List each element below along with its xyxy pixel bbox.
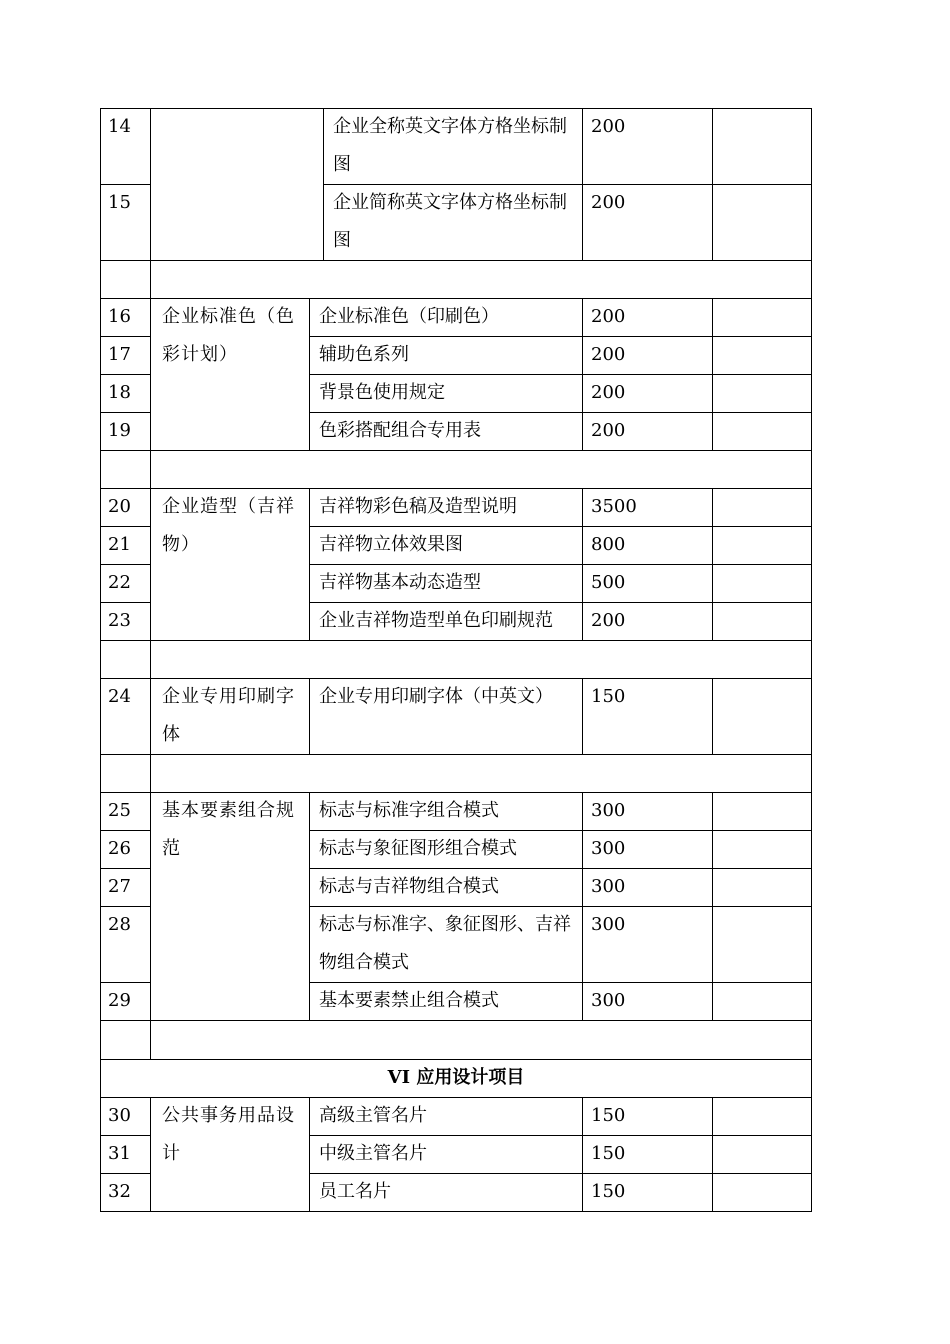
- column-divider: [712, 1097, 713, 1212]
- row-divider: [100, 982, 150, 983]
- cell-note: [713, 488, 809, 526]
- column-divider: [309, 298, 310, 450]
- row-divider: [100, 1135, 150, 1136]
- column-divider: [582, 1097, 583, 1212]
- row-divider: [100, 1097, 812, 1098]
- row-divider: [100, 602, 150, 603]
- cell-price: 150: [591, 1105, 626, 1126]
- row-divider: [309, 906, 812, 907]
- cell-num: 19: [108, 420, 131, 441]
- cell-num: 31: [108, 1143, 131, 1164]
- column-divider: [309, 488, 310, 640]
- cell-item: 辅助色系列: [319, 344, 409, 365]
- cell-num: 18: [108, 382, 131, 403]
- cell-price: 200: [591, 306, 626, 327]
- cell-price: 300: [591, 800, 626, 821]
- row-divider: [100, 792, 812, 793]
- row-divider: [100, 336, 150, 337]
- cell-num: 23: [108, 610, 131, 631]
- column-divider: [309, 792, 310, 1020]
- table-border: [811, 108, 812, 1212]
- column-divider: [150, 1097, 151, 1212]
- row-divider: [100, 564, 150, 565]
- row-divider: [100, 412, 150, 413]
- row-divider: [309, 982, 812, 983]
- cell-price: 300: [591, 914, 626, 935]
- cell-price: 150: [591, 1143, 626, 1164]
- cell-price: 200: [591, 382, 626, 403]
- row-divider: [100, 1020, 812, 1021]
- cell-price: 150: [591, 1181, 626, 1202]
- cell-num: 21: [108, 534, 131, 555]
- cell-price: 200: [591, 116, 626, 137]
- cell-note: [713, 906, 809, 944]
- column-divider: [582, 678, 583, 754]
- cell-note: [713, 374, 809, 412]
- cell-note: [713, 184, 809, 222]
- row-divider: [100, 678, 812, 679]
- cell-item: 企业简称英文字体方格坐标制图: [333, 192, 567, 251]
- cell-price: 300: [591, 876, 626, 897]
- row-divider: [100, 754, 812, 755]
- row-divider: [100, 640, 812, 641]
- cell-num: 25: [108, 800, 131, 821]
- cell-item: 标志与象征图形组合模式: [319, 838, 517, 859]
- cell-item: 吉祥物彩色稿及造型说明: [319, 496, 517, 517]
- cell-note: [713, 678, 809, 716]
- cell-price: 200: [591, 420, 626, 441]
- cell-item: 中级主管名片: [319, 1143, 427, 1164]
- cell-note: [713, 868, 809, 906]
- cell-category: 企业专用印刷字体: [162, 686, 295, 745]
- row-divider: [100, 526, 150, 527]
- cell-num: 28: [108, 914, 131, 935]
- table-border: [100, 108, 101, 1212]
- cell-price: 800: [591, 534, 626, 555]
- cell-num: 20: [108, 496, 131, 517]
- row-divider: [100, 868, 150, 869]
- cell-price: 300: [591, 990, 626, 1011]
- cell-note: [713, 1097, 809, 1135]
- cell-item: 标志与标准字组合模式: [319, 800, 499, 821]
- cell-item: 基本要素禁止组合模式: [319, 990, 499, 1011]
- row-divider: [309, 374, 812, 375]
- row-divider: [100, 184, 150, 185]
- cell-price: 200: [591, 344, 626, 365]
- cell-num: 16: [108, 306, 131, 327]
- cell-num: 22: [108, 572, 131, 593]
- section-header: [100, 1059, 812, 1097]
- cell-note: [713, 982, 809, 1020]
- row-divider: [309, 868, 812, 869]
- cell-note: [713, 564, 809, 602]
- column-divider: [323, 108, 324, 260]
- cell-num: 15: [108, 192, 131, 213]
- cell-note: [713, 108, 809, 146]
- column-divider: [150, 108, 151, 1059]
- row-divider: [309, 1135, 812, 1136]
- row-divider: [309, 1173, 812, 1174]
- row-divider: [100, 1211, 812, 1212]
- cell-note: [713, 602, 809, 640]
- row-divider: [309, 336, 812, 337]
- column-divider: [712, 792, 713, 1020]
- cell-num: 24: [108, 686, 131, 707]
- row-divider: [309, 830, 812, 831]
- cell-note: [713, 336, 809, 374]
- cell-price: 200: [591, 192, 626, 213]
- cell-num: 27: [108, 876, 131, 897]
- cell-note: [713, 298, 809, 336]
- column-divider: [712, 678, 713, 754]
- row-divider: [100, 1059, 812, 1060]
- cell-note: [713, 526, 809, 564]
- column-divider: [309, 1097, 310, 1212]
- row-divider: [100, 108, 812, 109]
- cell-category: 企业标准色（色彩计划）: [162, 306, 295, 365]
- column-divider: [582, 298, 583, 450]
- row-divider: [309, 602, 812, 603]
- column-divider: [582, 108, 583, 260]
- cell-item: 标志与标准字、象征图形、吉祥物组合模式: [319, 914, 571, 973]
- cell-item: 企业标准色（印刷色）: [319, 306, 499, 327]
- cell-item: 色彩搭配组合专用表: [319, 420, 481, 441]
- cell-price: 500: [591, 572, 626, 593]
- cell-price: 3500: [591, 496, 637, 517]
- cell-item: 背景色使用规定: [319, 382, 445, 403]
- row-divider: [100, 450, 812, 451]
- row-divider: [309, 564, 812, 565]
- column-divider: [309, 678, 310, 754]
- section-title: VI 应用设计项目: [387, 1067, 525, 1088]
- cell-item: 员工名片: [319, 1181, 391, 1202]
- cell-item: 企业吉祥物造型单色印刷规范: [319, 610, 553, 631]
- cell-item: 吉祥物立体效果图: [319, 534, 463, 555]
- column-divider: [582, 792, 583, 1020]
- row-divider: [100, 1173, 150, 1174]
- cell-price: 200: [591, 610, 626, 631]
- cell-price: 300: [591, 838, 626, 859]
- cell-price: 150: [591, 686, 626, 707]
- cell-num: 17: [108, 344, 131, 365]
- cell-note: [713, 1173, 809, 1211]
- cell-num: 14: [108, 116, 131, 137]
- cell-category: 企业造型（吉祥物）: [162, 496, 295, 555]
- row-divider: [309, 526, 812, 527]
- cell-note: [713, 792, 809, 830]
- row-divider: [100, 298, 812, 299]
- cell-note: [713, 830, 809, 868]
- cell-num: 26: [108, 838, 131, 859]
- cell-item: 高级主管名片: [319, 1105, 427, 1126]
- row-divider: [100, 374, 150, 375]
- cell-item: 企业全称英文字体方格坐标制图: [333, 116, 567, 175]
- cell-item: 标志与吉祥物组合模式: [319, 876, 499, 897]
- cell-category: 公共事务用品设计: [162, 1105, 295, 1164]
- row-divider: [100, 906, 150, 907]
- row-divider: [100, 488, 812, 489]
- cell-item: 企业专用印刷字体（中英文）: [319, 686, 553, 707]
- cell-note: [713, 412, 809, 450]
- row-divider: [100, 830, 150, 831]
- cell-item: 吉祥物基本动态造型: [319, 572, 481, 593]
- cell-num: 29: [108, 990, 131, 1011]
- cell-num: 30: [108, 1105, 131, 1126]
- cell-note: [713, 1135, 809, 1173]
- column-divider: [582, 488, 583, 640]
- row-divider: [323, 184, 812, 185]
- column-divider: [712, 108, 713, 260]
- column-divider: [712, 298, 713, 450]
- row-divider: [100, 260, 812, 261]
- row-divider: [309, 412, 812, 413]
- cell-category: 基本要素组合规范: [162, 800, 295, 859]
- cell-num: 32: [108, 1181, 131, 1202]
- column-divider: [712, 488, 713, 640]
